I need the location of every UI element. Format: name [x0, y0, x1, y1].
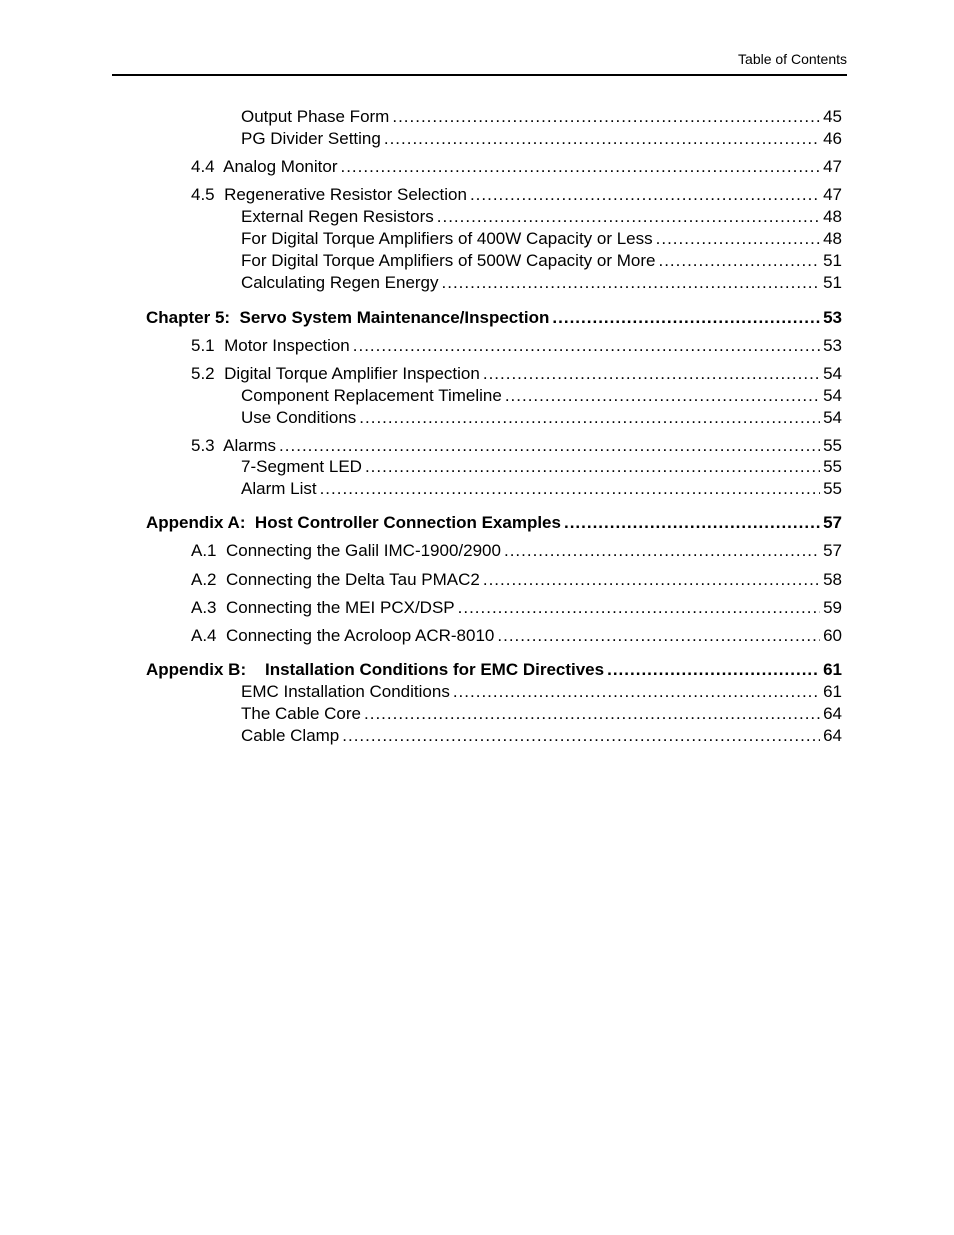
toc-entry-page: 64 [823, 704, 842, 723]
toc-entry-page: 51 [823, 251, 842, 270]
toc-leader [607, 659, 820, 681]
toc-entry[interactable] [241, 478, 842, 500]
toc-entry[interactable] [241, 703, 842, 725]
toc-entry[interactable] [191, 540, 842, 562]
toc-entry-title: For Digital Torque Amplifiers of 400W Capacity or Less [241, 229, 653, 248]
toc-entry[interactable] [241, 456, 842, 478]
toc-entry[interactable] [191, 569, 842, 591]
running-header: Table of Contents [738, 51, 847, 67]
toc-entry-title: A.4 Connecting the Acroloop ACR-8010 [191, 626, 495, 645]
toc-entry-page: 57 [823, 513, 842, 532]
toc-leader [656, 228, 820, 250]
toc-entry-title: Use Conditions [241, 408, 357, 427]
toc-leader [505, 385, 820, 407]
toc-entry-page: 53 [823, 308, 842, 327]
toc-entry[interactable] [191, 335, 842, 357]
toc-chapter-entry[interactable] [146, 659, 842, 681]
toc-entry-page: 57 [823, 541, 842, 560]
toc-leader [453, 681, 820, 703]
toc-leader [437, 206, 820, 228]
toc-entry-page: 48 [823, 207, 842, 226]
toc-entry-page: 60 [823, 626, 842, 645]
toc-entry[interactable] [241, 106, 842, 128]
toc-entry-title: 5.1 Motor Inspection [191, 336, 350, 355]
toc-entry-title: 5.3 Alarms [191, 436, 277, 455]
toc-entry-title: For Digital Torque Amplifiers of 500W Capacity or More [241, 251, 656, 270]
toc-entry-title: EMC Installation Conditions [241, 682, 450, 701]
toc-entry-title: A.1 Connecting the Galil IMC-1900/2900 [191, 541, 501, 560]
toc-entry-page: 55 [823, 479, 842, 498]
toc-leader [564, 512, 820, 534]
toc-leader [353, 335, 820, 357]
toc-leader [658, 250, 820, 272]
toc-chapter-entry[interactable] [146, 512, 842, 534]
toc-entry-title: 4.5 Regenerative Resistor Selection [191, 185, 467, 204]
toc-entry-page: 46 [823, 129, 842, 148]
toc-leader [320, 478, 821, 500]
toc-entry-page: 55 [823, 436, 842, 455]
toc-entry-title: 4.4 Analog Monitor [191, 157, 338, 176]
toc-entry-page: 47 [823, 185, 842, 204]
toc-entry-page: 54 [823, 408, 842, 427]
toc-entry-title: Calculating Regen Energy [241, 273, 439, 292]
toc-entry[interactable] [241, 407, 842, 429]
toc-entry[interactable] [241, 228, 842, 250]
toc-leader [364, 703, 820, 725]
toc-entry-page: 45 [823, 107, 842, 126]
toc-entry[interactable] [241, 272, 842, 294]
toc-leader [384, 128, 820, 150]
toc-entry[interactable] [241, 206, 842, 228]
toc-entry-page: 53 [823, 336, 842, 355]
toc-chapter-entry[interactable] [146, 307, 842, 329]
toc-entry-page: 61 [823, 660, 842, 679]
toc-entry-page: 55 [823, 457, 842, 476]
toc-leader [365, 456, 820, 478]
toc-entry-page: 54 [823, 386, 842, 405]
toc-entry-title: Alarm List [241, 479, 317, 498]
toc-entry[interactable] [191, 435, 842, 457]
toc-leader [552, 307, 820, 329]
toc-entry-title: External Regen Resistors [241, 207, 434, 226]
toc-entry[interactable] [241, 250, 842, 272]
toc-leader [497, 625, 820, 647]
toc-entry-title: Appendix B: Installation Conditions for EMC Directives [146, 660, 605, 679]
toc-entry-page: 48 [823, 229, 842, 248]
toc-leader [279, 435, 820, 457]
toc-entry-title: 5.2 Digital Torque Amplifier Inspection [191, 364, 480, 383]
toc-entry-page: 54 [823, 364, 842, 383]
toc-entry-title: A.2 Connecting the Delta Tau PMAC2 [191, 570, 480, 589]
toc-leader [483, 363, 820, 385]
toc-leader [342, 725, 820, 747]
toc-leader [340, 156, 820, 178]
toc-entry-title: Output Phase Form [241, 107, 390, 126]
toc-entry-title: A.3 Connecting the MEI PCX/DSP [191, 598, 455, 617]
toc-entry[interactable] [191, 156, 842, 178]
toc-entry-title: PG Divider Setting [241, 129, 381, 148]
toc-entry-title: Appendix A: Host Controller Connection Examples [146, 513, 561, 532]
toc-leader [470, 184, 820, 206]
toc-leader [392, 106, 820, 128]
toc-leader [442, 272, 821, 294]
toc-entry[interactable] [241, 128, 842, 150]
toc-entry[interactable] [191, 597, 842, 619]
toc-leader [359, 407, 820, 429]
toc-leader [504, 540, 820, 562]
toc-leader [458, 597, 820, 619]
toc-entry-title: The Cable Core [241, 704, 362, 723]
toc-entry-title: 7-Segment LED [241, 457, 362, 476]
toc-entry-page: 58 [823, 570, 842, 589]
toc-entry-page: 51 [823, 273, 842, 292]
toc-entry[interactable] [241, 681, 842, 703]
toc-entry-page: 59 [823, 598, 842, 617]
toc-entry-title: Component Replacement Timeline [241, 386, 502, 405]
toc-entry[interactable] [241, 385, 842, 407]
toc-entry-title: Chapter 5: Servo System Maintenance/Inspection [146, 308, 550, 327]
toc-entry[interactable] [241, 725, 842, 747]
toc-entry-page: 64 [823, 726, 842, 745]
toc-entry[interactable] [191, 184, 842, 206]
header-rule [112, 74, 847, 76]
toc-entry-page: 61 [823, 682, 842, 701]
toc-entry-title: Cable Clamp [241, 726, 340, 745]
toc-entry[interactable] [191, 625, 842, 647]
toc-entry-page: 47 [823, 157, 842, 176]
toc-entry[interactable] [191, 363, 842, 385]
toc-leader [483, 569, 820, 591]
